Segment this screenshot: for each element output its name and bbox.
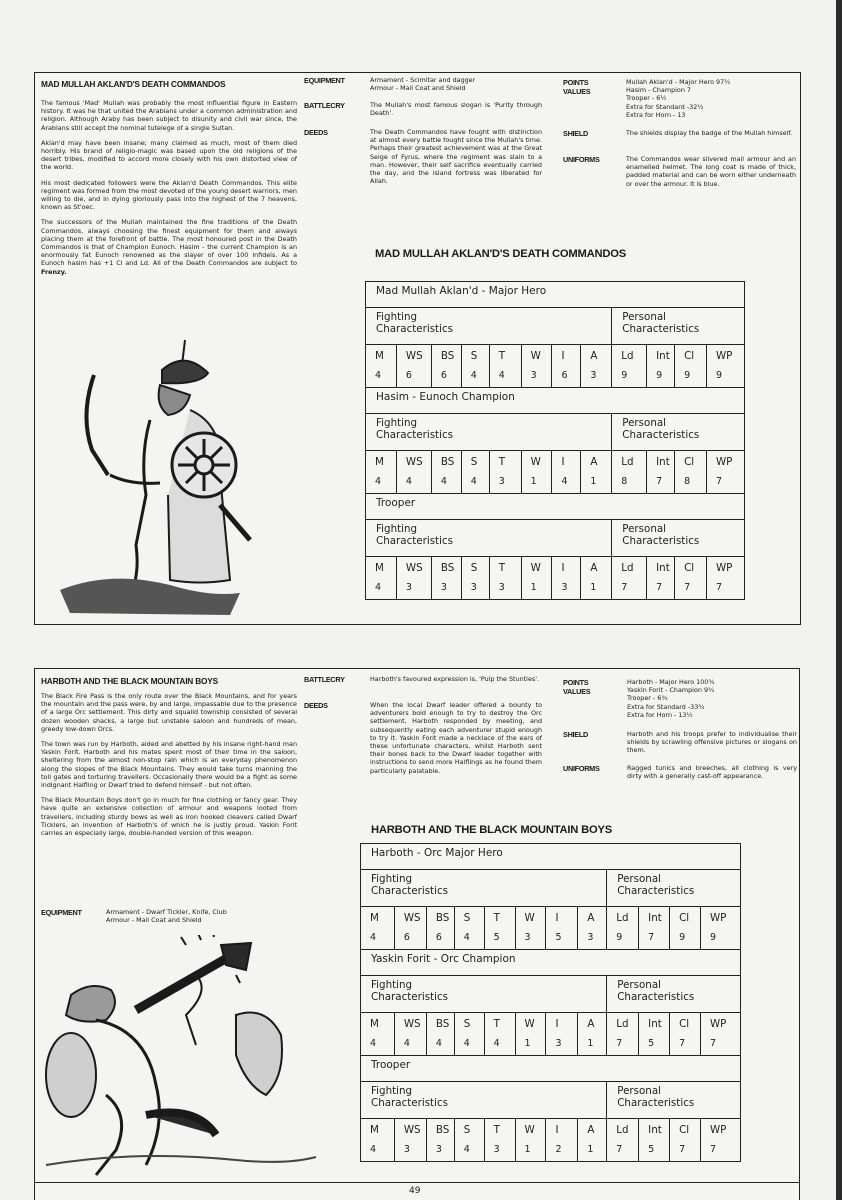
paragraph: The town was run by Harboth, aided and abetted by his insane right-hand man Yaskin Forit. Harboth and his mates spent most of their time in the saloon, sheltering from the almost non-stop rain which is an everyday phenomenon along the slopes of the Black Mountains. They would take turns manning the toll gates and torturing travellers. Occasionally there would be a fight as some indignant Halfling or Dwarf tried to defend himself - but not often. (41, 740, 297, 790)
stat-value: 4 (470, 370, 477, 381)
stat-header-i: I (555, 912, 559, 924)
stat-table-title: HARBOTH AND THE BLACK MOUNTAIN BOYS (371, 824, 612, 836)
stat-header-ld: Ld (616, 1124, 629, 1136)
points-item: Hasim - Champion 7 (626, 86, 691, 95)
stat-value: 1 (524, 1144, 531, 1155)
label: Characteristics (371, 1097, 448, 1109)
fighting-characteristics-header (366, 308, 612, 345)
battlecry-value: Harboth's favoured expression is, 'Pulp the Stunties'. (370, 675, 539, 683)
stat-value: 4 (370, 1144, 377, 1155)
profile-name: Hasim - Eunoch Champion (366, 388, 745, 414)
personal-characteristics-header (612, 520, 745, 557)
stat-value: 4 (405, 476, 412, 487)
label: Characteristics (376, 535, 453, 547)
stat-value: 6 (435, 932, 442, 943)
stat-header-w: W (530, 350, 541, 362)
profile-name: Yaskin Forit - Orc Champion (361, 950, 741, 976)
fighting-characteristics-header (366, 414, 612, 451)
label: Characteristics (376, 323, 453, 335)
label: Fighting (376, 523, 418, 535)
stat-value: 3 (587, 932, 594, 943)
stat-header-s: S (470, 350, 478, 362)
armament-line: Armament - Scimitar and dagger (370, 76, 476, 84)
stat-value: 3 (435, 1144, 442, 1155)
stat-header-i: I (561, 456, 565, 468)
stat-row (361, 907, 741, 950)
stat-header-int: Int (648, 912, 662, 924)
stat-header-int: Int (656, 456, 670, 468)
stat-header-cl: Cl (679, 912, 690, 924)
stat-value: 4 (375, 582, 382, 593)
profile-name: Mad Mullah Aklan'd - Major Hero (366, 282, 745, 308)
label: Characteristics (371, 991, 448, 1003)
stat-value: 9 (716, 370, 723, 381)
stat-header-a: A (587, 912, 595, 924)
stat-value: 6 (405, 370, 412, 381)
stat-header-s: S (470, 456, 478, 468)
stat-header-i: I (555, 1124, 559, 1136)
armour-line: Armour - Mail Coat and Shield (106, 916, 202, 925)
stat-header-int: Int (648, 1018, 662, 1030)
stat-value: 7 (648, 932, 655, 943)
stat-header-m: M (375, 562, 384, 574)
equipment-value (370, 76, 542, 92)
arabian-warrior-illustration (50, 335, 280, 620)
stat-header-s: S (463, 1124, 471, 1136)
stat-value: 8 (684, 476, 691, 487)
stat-value: 7 (716, 476, 723, 487)
stat-header-i: I (561, 562, 565, 574)
stat-value: 3 (498, 582, 505, 593)
label: Personal (622, 417, 667, 429)
deeds-label: DEEDS (304, 128, 328, 137)
stat-value: 3 (405, 582, 412, 593)
stat-header-s: S (463, 912, 471, 924)
stat-header-t: T (498, 350, 505, 362)
fighting-characteristics-header (366, 520, 612, 557)
stat-header-s: S (470, 562, 478, 574)
stat-header-cl: Cl (684, 562, 695, 574)
page-edge (836, 0, 842, 1200)
uniforms-label: UNIFORMS (563, 764, 600, 773)
stat-value: 4 (463, 932, 470, 943)
stat-header-ld: Ld (621, 562, 634, 574)
stat-header-w: W (530, 562, 541, 574)
stat-value: 3 (498, 476, 505, 487)
label: Personal (622, 523, 667, 535)
stat-header-m: M (370, 912, 379, 924)
points-item: Extra for Horn - 13½ (627, 710, 693, 719)
stat-value: 7 (679, 1144, 686, 1155)
points-values (627, 678, 797, 719)
stat-header-wp: WP (716, 350, 733, 362)
stat-header-wp: WP (710, 1124, 727, 1136)
label: Fighting (376, 417, 418, 429)
label: Fighting (371, 873, 413, 885)
stat-value: 3 (555, 1038, 562, 1049)
stat-value: 3 (470, 582, 477, 593)
stat-table-death-commandos (365, 281, 745, 600)
stat-header-ws: WS (403, 1124, 421, 1136)
stat-header-t: T (493, 1124, 500, 1136)
stat-value: 4 (493, 1038, 500, 1049)
deeds-value: When the local Dwarf leader offered a bounty to adventurers bold enough to try to destroy the Orc settlement, Harboth responded by meeting, and subsequently eating each adventurer stupid enough to try it. Yaskin Forit made a necklace of the ears of these unfortunate characters, whilst Harboth sent their bones back to the Dwarf leader together with instructions to send more Halflings as he found them particularly palatable. (370, 701, 542, 775)
stat-header-wp: WP (710, 1018, 727, 1030)
stat-row (361, 1013, 741, 1056)
points-item: Yaskin Forit - Champion 9¾ (627, 686, 715, 695)
stat-value: 6 (561, 370, 568, 381)
label: Characteristics (617, 991, 695, 1003)
uniforms-value: The Commandos wear silvered mail armour and an enamelled helmet. The long coat is made of thick, padded material and can be worn either underneath or over the armour. It is blue. (626, 155, 796, 188)
stat-value: 6 (403, 932, 410, 943)
stat-value: 3 (403, 1144, 410, 1155)
stat-value: 9 (616, 932, 623, 943)
stat-header-cl: Cl (684, 456, 695, 468)
stat-value: 1 (524, 1038, 531, 1049)
equipment-label: EQUIPMENT (41, 908, 82, 917)
stat-header-bs: BS (435, 912, 450, 924)
stat-value: 7 (710, 1038, 717, 1049)
stat-header-bs: BS (440, 456, 455, 468)
stat-value: 4 (440, 476, 447, 487)
stat-value: 9 (684, 370, 691, 381)
stat-value: 4 (435, 1038, 442, 1049)
points-values-label (563, 678, 590, 696)
stat-header-w: W (524, 912, 535, 924)
stat-header-a: A (590, 456, 598, 468)
frenzy-keyword: Frenzy. (41, 267, 67, 276)
stat-header-m: M (370, 1124, 379, 1136)
stat-value: 1 (587, 1038, 594, 1049)
stat-value: 4 (403, 1038, 410, 1049)
label: Characteristics (617, 1097, 695, 1109)
stat-row (366, 345, 745, 388)
stat-header-ws: WS (405, 456, 423, 468)
stat-header-int: Int (656, 562, 670, 574)
stat-value: 1 (590, 582, 597, 593)
personal-characteristics-header (607, 976, 741, 1013)
personal-characteristics-header (607, 1082, 741, 1119)
stat-header-a: A (587, 1124, 595, 1136)
paragraph: Aklan'd may have been insane; many claimed as much, most of them died horribly. His brand of religio-magic was based upon the old religions of the desert tribes, modified to accord more closely with his own distorted view of the world. (41, 138, 297, 172)
stat-header-bs: BS (440, 562, 455, 574)
stat-value: 7 (621, 582, 628, 593)
stat-value: 4 (375, 476, 382, 487)
stat-header-t: T (498, 456, 505, 468)
orc-warrior-illustration (36, 935, 331, 1180)
label: Characteristics (622, 429, 700, 441)
stat-value: 6 (440, 370, 447, 381)
stat-value: 2 (555, 1144, 562, 1155)
stat-header-bs: BS (435, 1018, 450, 1030)
stat-value: 9 (679, 932, 686, 943)
stat-value: 7 (716, 582, 723, 593)
stat-value: 1 (587, 1144, 594, 1155)
stat-value: 4 (370, 932, 377, 943)
stat-value: 4 (370, 1038, 377, 1049)
points-label-line: POINTS (563, 678, 589, 687)
stat-header-wp: WP (716, 456, 733, 468)
deeds-label: DEEDS (304, 701, 328, 710)
stat-value: 3 (530, 370, 537, 381)
uniforms-value: Ragged tunics and breeches, all clothing is very dirty with a generally cast-off appearance. (627, 764, 797, 781)
footer-rule (34, 1182, 800, 1183)
stat-header-w: W (530, 456, 541, 468)
stat-header-a: A (587, 1018, 595, 1030)
values-label-line: VALUES (563, 87, 591, 96)
stat-value: 4 (463, 1144, 470, 1155)
stat-header-m: M (375, 456, 384, 468)
stat-value: 3 (561, 582, 568, 593)
personal-characteristics-header (607, 870, 741, 907)
section-title: HARBOTH AND THE BLACK MOUNTAIN BOYS (41, 676, 218, 686)
stat-header-ld: Ld (616, 1018, 629, 1030)
paragraph (41, 218, 297, 275)
profile-name: Trooper (361, 1056, 741, 1082)
section-description (41, 99, 297, 283)
stat-header-cl: Cl (684, 350, 695, 362)
stat-header-w: W (524, 1124, 535, 1136)
stat-header-wp: WP (716, 562, 733, 574)
stat-value: 7 (684, 582, 691, 593)
label: Characteristics (371, 885, 448, 897)
stat-value: 3 (440, 582, 447, 593)
shield-label: SHIELD (563, 129, 588, 138)
stat-header-wp: WP (710, 912, 727, 924)
fighting-characteristics-header (361, 870, 607, 907)
page-number: 49 (409, 1186, 421, 1196)
stat-row (366, 451, 745, 494)
label: Fighting (371, 979, 413, 991)
stat-header-m: M (375, 350, 384, 362)
equipment-label: EQUIPMENT (304, 76, 345, 85)
label: Personal (617, 873, 662, 885)
label: Characteristics (622, 535, 700, 547)
stat-value: 7 (679, 1038, 686, 1049)
points-values (626, 78, 798, 119)
stat-value: 3 (493, 1144, 500, 1155)
stat-header-ws: WS (403, 912, 421, 924)
points-item: Harboth - Major Hero 100¾ (627, 678, 715, 686)
stat-header-ld: Ld (621, 456, 634, 468)
points-item: Mullah Aklan'd - Major Hero 97½ (626, 78, 731, 86)
label: Characteristics (376, 429, 453, 441)
paragraph: The Black Fire Pass is the only route over the Black Mountains, and for years the mountain and the pass were, by and large, impassable due to the presence of a large Orc settlement. This dirty and squalid township consisted of several dozen wooden shacks, a large but unstable saloon and hundreds of mean, greedy low-down Orcs. (41, 692, 297, 733)
uniforms-label: UNIFORMS (563, 155, 600, 164)
stat-value: 4 (375, 370, 382, 381)
paragraph-text: The successors of the Mullah maintained the fine traditions of the Death Commandos, always choosing the finest equipment for them and always placing them at the forefront of battle. The most honoured post in the Death Commandos is that of Champion Eunoch. Hasim - the current Champion is an enormously fat Eunoch renowned as the slayer of over 100 infidels. As a Eunoch hasim has +1 Cl and Ld. All of the Death Commandos are subject to (41, 218, 297, 268)
label: Personal (622, 311, 667, 323)
stat-value: 7 (710, 1144, 717, 1155)
stat-row (361, 1119, 741, 1162)
label: Fighting (371, 1085, 413, 1097)
stat-header-bs: BS (435, 1124, 450, 1136)
paragraph: The Black Mountain Boys don't go in much for fine clothing or fancy gear. They have quite an extensive collection of armour and weapons looted from travellers, including sturdy bows as well as iron hooked cleavers called Dwarf Ticklers, an invention of Harboth's of which he is justly proud. Yaskin Forit carries an especially large, double-handed version of this weapon. (41, 796, 297, 838)
label: Fighting (376, 311, 418, 323)
profile-name: Harboth - Orc Major Hero (361, 844, 741, 870)
stat-value: 5 (648, 1038, 655, 1049)
stat-value: 9 (621, 370, 628, 381)
stat-value: 7 (616, 1038, 623, 1049)
stat-value: 1 (590, 476, 597, 487)
points-item: Extra for Horn - 13 (626, 110, 686, 119)
points-label-line: POINTS (563, 78, 589, 87)
deeds-value: The Death Commandos have fought with distinction at almost every battle fought since the Mullah's time. Perhaps their greatest achievement was at the Great Seige of Fyrus, where the regiment was slain to a man. However, their self sacrifice eventually carried the day, and the island fortress was liberated for Allah. (370, 128, 542, 186)
points-item: Trooper - 6½ (626, 94, 667, 103)
stat-header-ld: Ld (621, 350, 634, 362)
stat-row (366, 557, 745, 600)
personal-characteristics-header (612, 308, 745, 345)
stat-header-bs: BS (440, 350, 455, 362)
stat-table-title: MAD MULLAH AKLAN'D'S DEATH COMMANDOS (375, 248, 627, 260)
label: Characteristics (622, 323, 700, 335)
fighting-characteristics-header (361, 1082, 607, 1119)
stat-header-a: A (590, 350, 598, 362)
points-item: Extra for Standard -33¾ (627, 702, 705, 711)
label: Personal (617, 1085, 662, 1097)
shield-value: Harboth and his troops prefer to individualise their shields by scrawling offensive pictures or slogans on them. (627, 730, 797, 755)
section-title: MAD MULLAH AKLAN'D'S DEATH COMMANDOS (41, 79, 226, 89)
paragraph: The famous 'Mad' Mullah was probably the most influential figure in Eastern history. It was he that united the Arabians under a common administration and religion. Although Araby has been subject to disunity and civil war since, the Arabians still accept the nominal tutelege of a single Sultan. (41, 99, 297, 132)
stat-header-m: M (370, 1018, 379, 1030)
shield-label: SHIELD (563, 730, 588, 739)
equipment-value (106, 908, 296, 924)
section-description (41, 692, 297, 844)
stat-header-ld: Ld (616, 912, 629, 924)
stat-header-a: A (590, 562, 598, 574)
stat-table-black-mountain-boys (360, 843, 741, 1162)
label: Personal (617, 979, 662, 991)
stat-value: 8 (621, 476, 628, 487)
stat-value: 4 (470, 476, 477, 487)
stat-value: 3 (524, 932, 531, 943)
values-label-line: VALUES (563, 687, 591, 696)
stat-value: 5 (555, 932, 562, 943)
shield-value: The shields display the badge of the Mullah himself. (626, 129, 793, 137)
stat-header-s: S (463, 1018, 471, 1030)
stat-value: 9 (710, 932, 717, 943)
armament-line: Armament - Dwarf Tickler, Knife, Club (106, 908, 227, 916)
fighting-characteristics-header (361, 976, 607, 1013)
stat-header-ws: WS (405, 350, 423, 362)
personal-characteristics-header (612, 414, 745, 451)
label: Characteristics (617, 885, 695, 897)
stat-header-ws: WS (405, 562, 423, 574)
stat-header-t: T (493, 1018, 500, 1030)
stat-header-int: Int (648, 1124, 662, 1136)
stat-value: 4 (561, 476, 568, 487)
stat-value: 1 (530, 582, 537, 593)
stat-value: 4 (498, 370, 505, 381)
stat-header-i: I (555, 1018, 559, 1030)
points-item: Trooper - 6¾ (627, 694, 668, 703)
stat-value: 4 (463, 1038, 470, 1049)
profile-name: Trooper (366, 494, 745, 520)
stat-header-cl: Cl (679, 1124, 690, 1136)
points-item: Extra for Standard -32½ (626, 102, 704, 111)
stat-value: 5 (648, 1144, 655, 1155)
stat-value: 5 (493, 932, 500, 943)
stat-header-t: T (493, 912, 500, 924)
stat-header-t: T (498, 562, 505, 574)
stat-header-w: W (524, 1018, 535, 1030)
stat-value: 7 (616, 1144, 623, 1155)
armour-line: Armour - Mail Coat and Shield (370, 84, 466, 93)
battlecry-value: The Mullah's most famous slogan is 'Purity through Death'. (370, 101, 542, 118)
battlecry-label: BATTLECRY (304, 675, 345, 684)
stat-value: 7 (656, 476, 663, 487)
battlecry-label: BATTLECRY (304, 101, 345, 110)
stat-header-ws: WS (403, 1018, 421, 1030)
stat-value: 3 (590, 370, 597, 381)
points-values-label (563, 78, 590, 96)
stat-header-int: Int (656, 350, 670, 362)
stat-value: 9 (656, 370, 663, 381)
stat-value: 1 (530, 476, 537, 487)
stat-header-cl: Cl (679, 1018, 690, 1030)
paragraph: His most dedicated followers were the Aklan'd Death Commandos. This elite regiment was formed from the most devoted of the young desert warriors, men willing to die, and in dying gloriously pass into the highest of the 7 heavens, known as St'oec. (41, 178, 297, 212)
stat-header-i: I (561, 350, 565, 362)
stat-value: 7 (656, 582, 663, 593)
